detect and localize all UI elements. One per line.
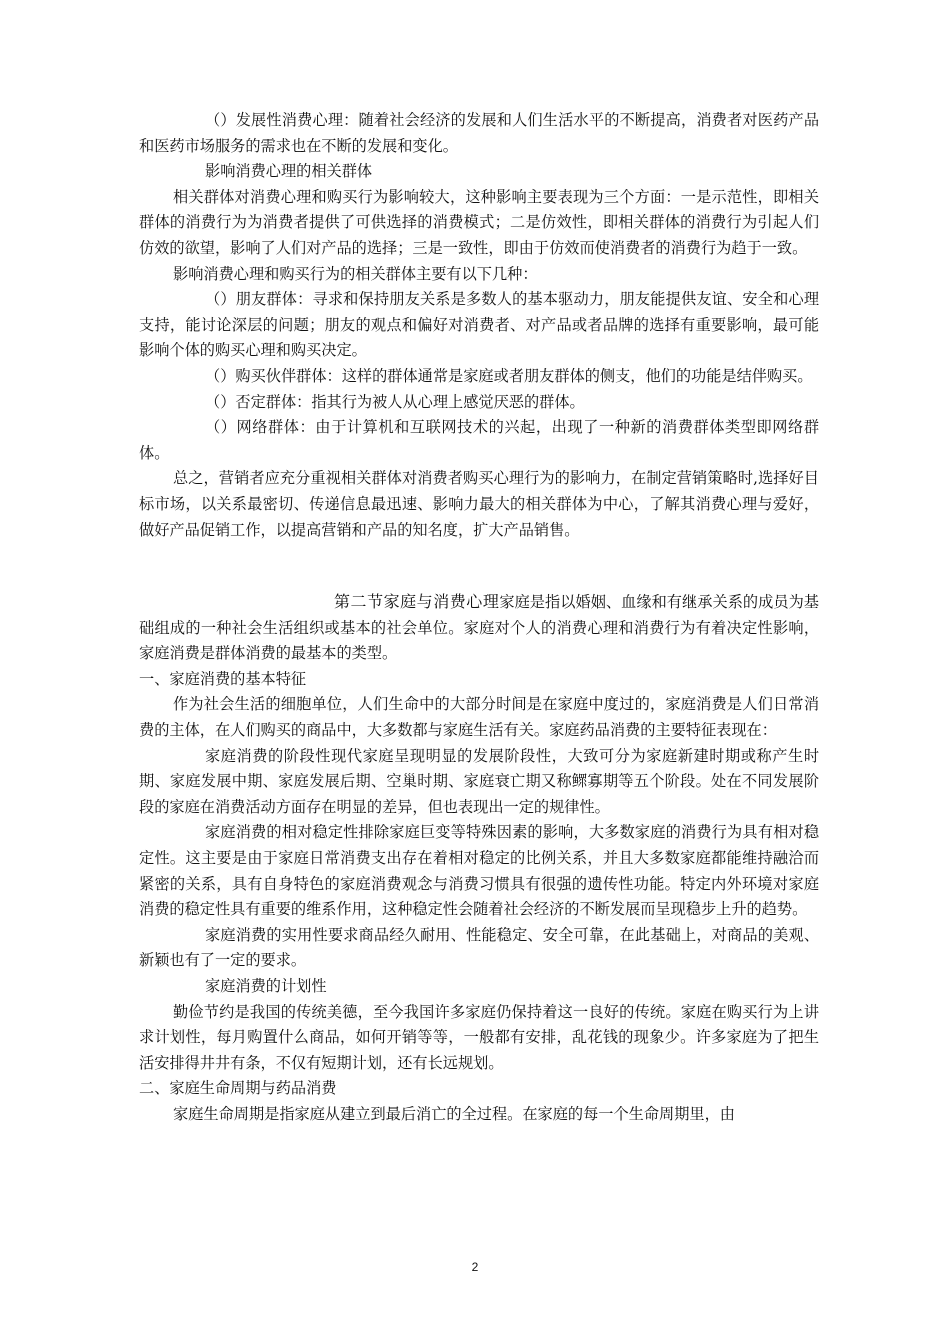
paragraph: 家庭生命周期是指家庭从建立到最后消亡的全过程。在家庭的每一个生命周期里，由 (173, 1104, 735, 1123)
heading: 二、家庭生命周期与药品消费 (139, 1079, 337, 1098)
section-gap (139, 543, 819, 589)
section-block (139, 589, 819, 667)
paragraph: （）发展性消费心理：随着社会经济的发展和人们生活水平的不断提高，消费者对医药产品和医药市场服务的需求也在不断的发展和变化。 (139, 111, 819, 155)
paragraph: 相关群体对消费心理和购买行为影响较大，这种影响主要表现为三个方面：一是示范性，即相关群体的消费行为为消费者提供了可供选择的消费模式；二是仿效性，即相关群体的消费行为引起人们仿效的欲望，影响了人们对产品的选择；三是一致性，即由于仿效而使消费者的消费行为趋于一致。 (139, 187, 819, 257)
subheading: 影响消费心理的相关群体 (205, 162, 373, 181)
paragraph: 家庭消费的相对稳定性排除家庭巨变等特殊因素的影响，大多数家庭的消费行为具有相对稳定性。这主要是由于家庭日常消费支出存在着相对稳定的比例关系，并且大多数家庭都能维持融洽而紧密的关系，具有自身特色的家庭消费观念与消费习惯具有很强的遗传性功能。特定内外环境对家庭消费的稳定性具有重要的维系作用，这种稳定性会随着社会经济的不断发展而呈现稳步上升的趋势。 (139, 823, 819, 919)
paragraph: 作为社会生活的细胞单位，人们生命中的大部分时间是在家庭中度过的，家庭消费是人们日常消费的主体，在人们购买的商品中，大多数都与家庭生活有关。家庭药品消费的主要特征表现在： (139, 695, 819, 740)
page-number: 2 (471, 1260, 479, 1274)
list-item: （）购买伙伴群体：这样的群体通常是家庭或者朋友群体的侧支，他们的功能是结伴购买。 (205, 366, 813, 385)
paragraph: 家庭消费的实用性要求商品经久耐用、性能稳定、安全可靠，在此基础上，对商品的美观、新颖也有了一定的要求。 (139, 925, 819, 970)
list-item: （）网络群体：由于计算机和互联网技术的兴起，出现了一种新的消费群体类型即网络群体。 (139, 418, 819, 462)
paragraph: 勤俭节约是我国的传统美德，至今我国许多家庭仍保持着这一良好的传统。家庭在购买行为上讲求计划性，每月购置什么商品，如何开销等等，一般都有安排，乱花钱的现象少。许多家庭为了把生活安排得井井有条，不仅有短期计划，还有长远规划。 (139, 1002, 819, 1072)
heading: 一、家庭消费的基本特征 (139, 669, 307, 688)
page-body (139, 108, 819, 1128)
paragraph: 影响消费心理和购买行为的相关群体主要有以下几种： (173, 264, 538, 283)
subheading: 家庭消费的计划性 (205, 977, 327, 995)
paragraph: 家庭消费的阶段性现代家庭呈现明显的发展阶段性，大致可分为家庭新建时期或称产生时期、家庭发展中期、家庭发展后期、空巢时期、家庭衰亡期又称鳏寡期等五个阶段。处在不同发展阶段的家庭在消费活动方面存在明显的差异，但也表现出一定的规律性。 (139, 746, 819, 816)
list-item: （）朋友群体：寻求和保持朋友关系是多数人的基本驱动力，朋友能提供友谊、安全和心理支持，能讨论深层的问题；朋友的观点和偏好对消费者、对产品或者品牌的选择有重要影响，最可能影响个体的购买心理和购买决定。 (139, 290, 819, 360)
paragraph: 总之，营销者应充分重视相关群体对消费者购买心理行为的影响力，在制定营销策略时,选择好目标市场，以关系最密切、传递信息最迅速、影响力最大的相关群体为中心，了解其消费心理与爱好，做好产品促销工作，以提高营销和产品的知名度，扩大产品销售。 (139, 469, 819, 539)
section-heading: 第二节家庭与消费心理 (334, 592, 500, 612)
list-item: （）否定群体：指其行为被人从心理上感觉厌恶的群体。 (205, 392, 585, 411)
section-intro: 家庭是指以婚姻、血缘和有继承关系的成员为基础组成的一种社会生活组织或基本的社会单位。家庭对个人的消费心理和消费行为有着决定性影响，家庭消费是群体消费的最基本的类型。 (139, 593, 819, 663)
